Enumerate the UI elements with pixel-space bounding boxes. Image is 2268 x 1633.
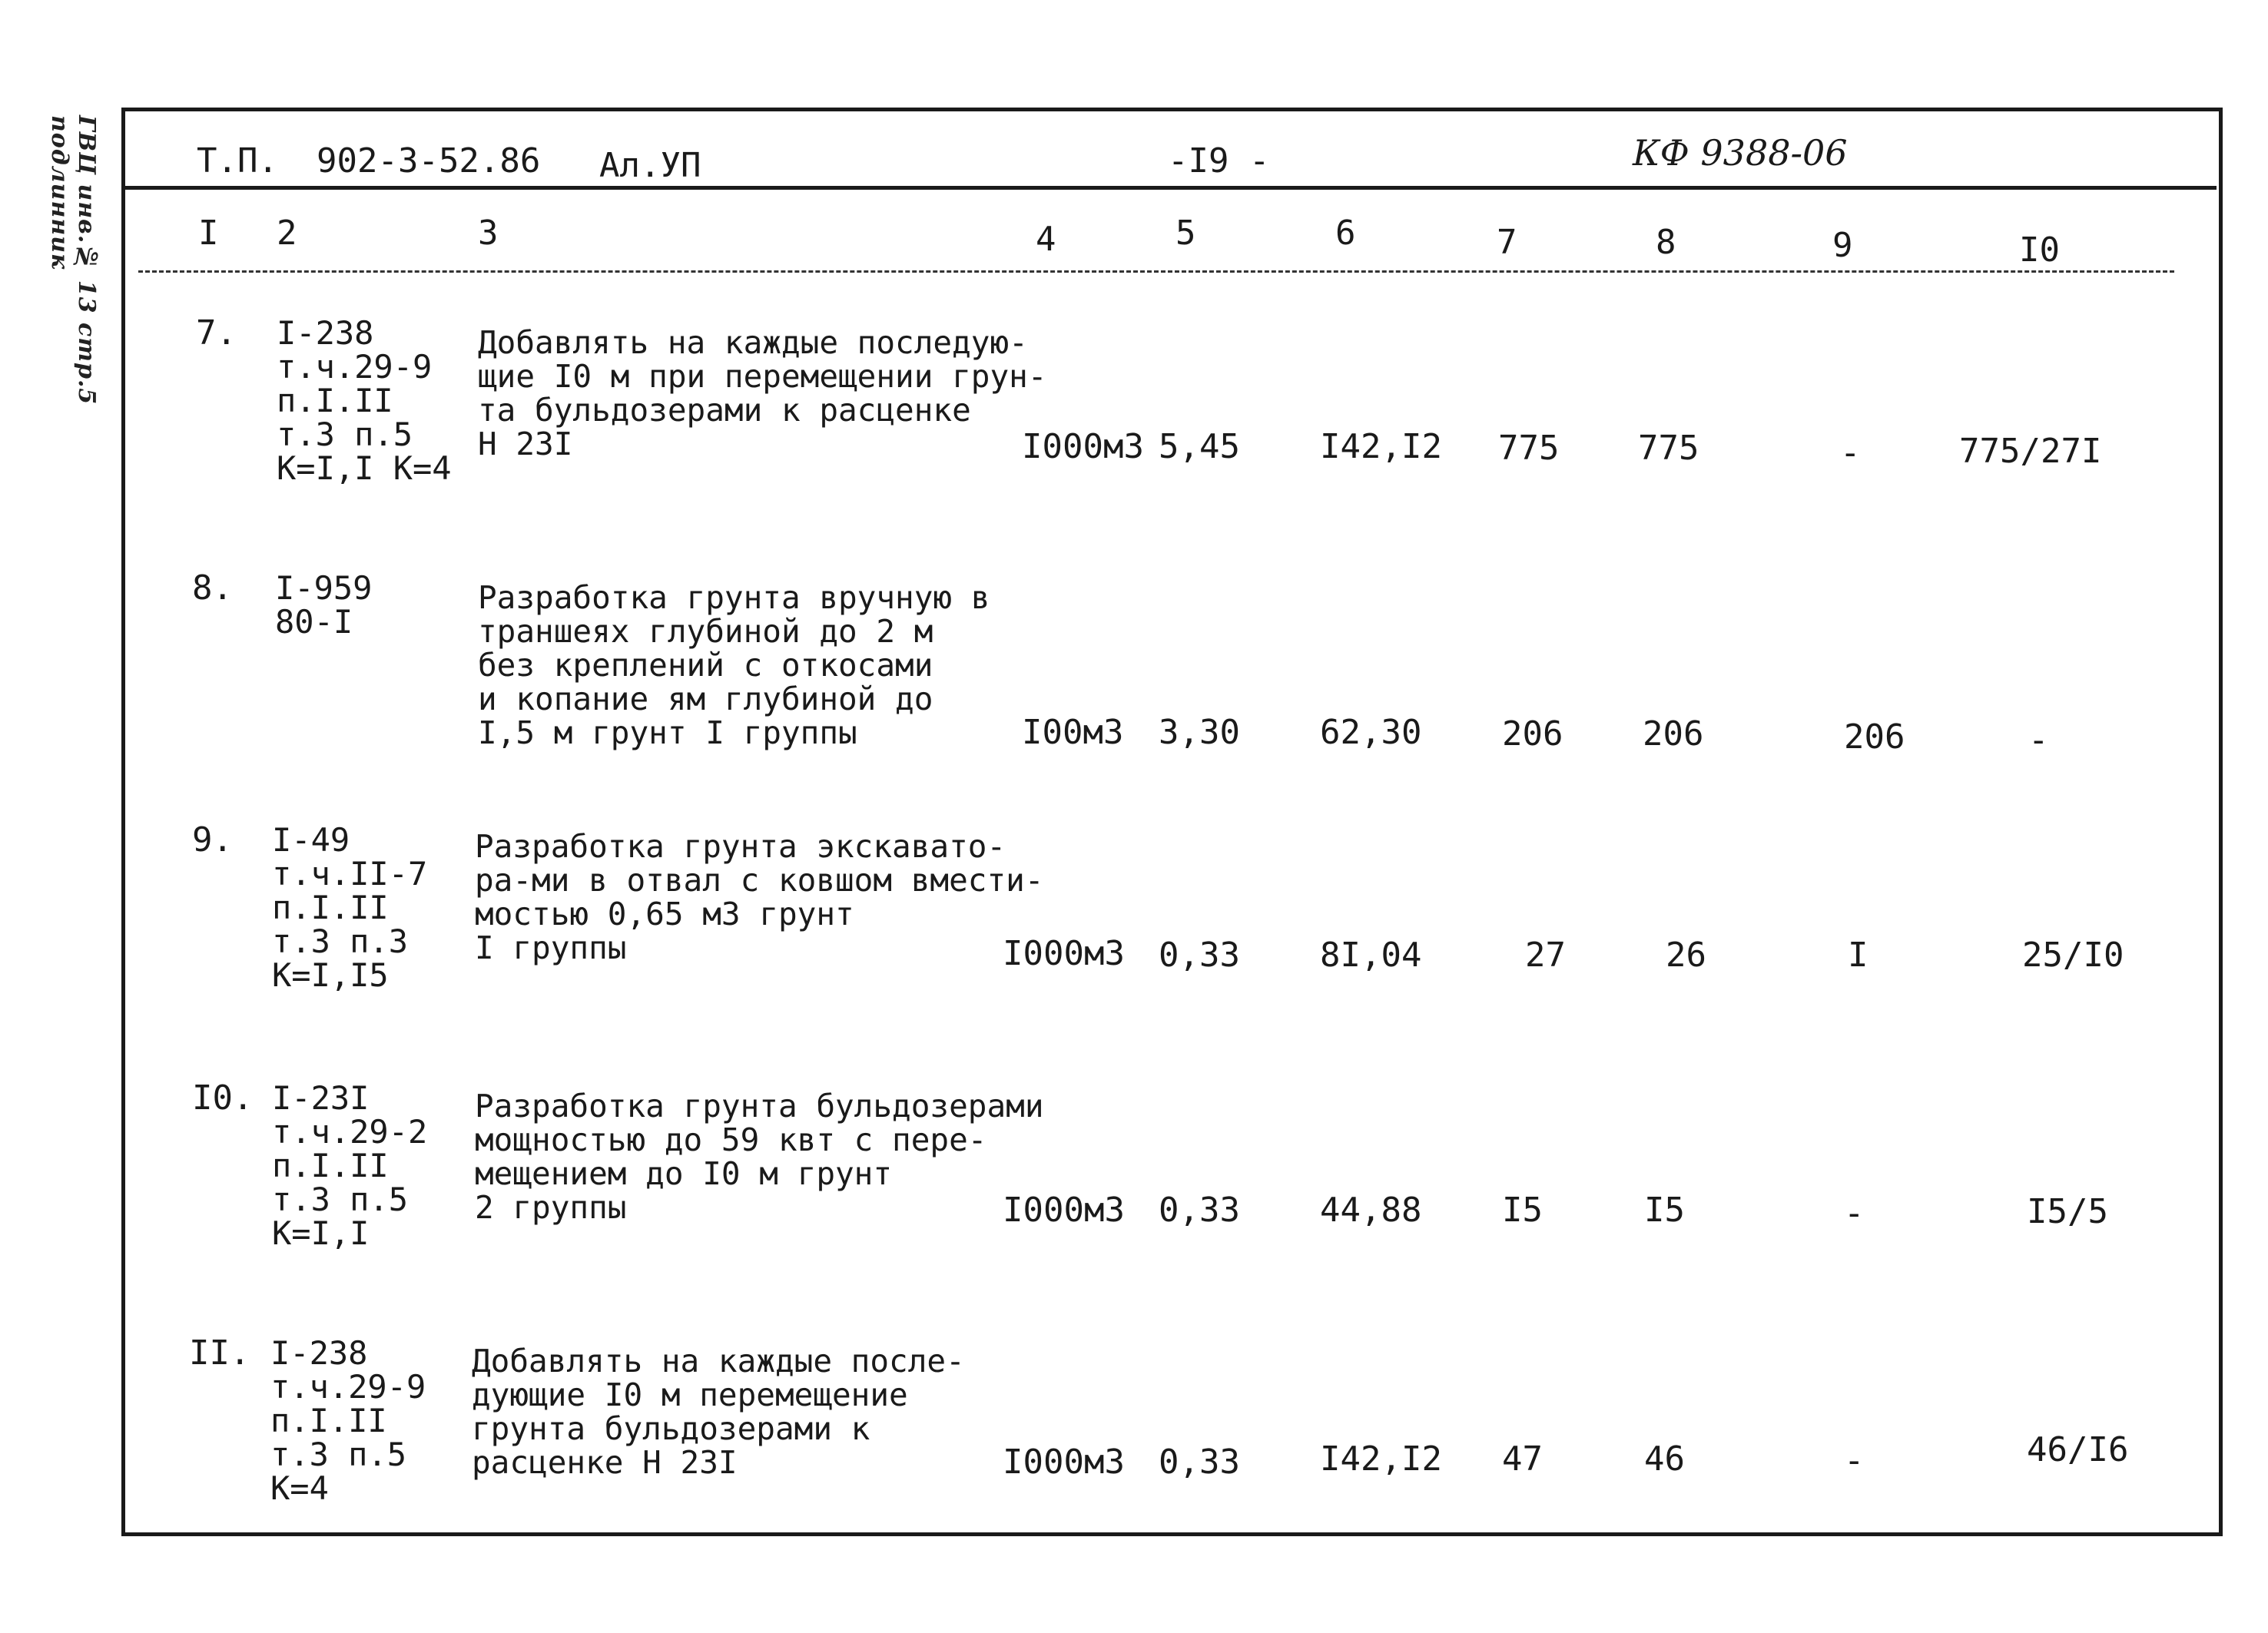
row-quantity: 0,33 [1159, 936, 1240, 975]
row-col10: I5/5 [2027, 1192, 2108, 1231]
row-number: 7. [196, 313, 237, 353]
row-col9: I [1848, 936, 1868, 975]
page-number: -I9 - [1168, 141, 1270, 181]
row-col8: I5 [1644, 1191, 1685, 1230]
row-col8: 206 [1643, 714, 1704, 754]
row-description: Разработка грунта экскавато- ра-ми в отвал с ковшом вмести- мостью 0,65 м3 грунт I группы [475, 828, 1044, 966]
row-basis: I-238 т.ч.29-9 п.I.II т.3 п.5 К=I,I К=4 [277, 314, 452, 487]
column-number: I [198, 214, 219, 253]
column-number: I0 [2019, 230, 2060, 270]
row-unit: I000м3 [1003, 934, 1125, 973]
row-col9: - [1840, 433, 1861, 472]
row-basis: I-959 80-I [275, 569, 373, 641]
row-col8: 775 [1638, 429, 1699, 468]
row-col10: 775/27I [1959, 432, 2102, 471]
row-col8: 46 [1644, 1439, 1685, 1479]
row-number: 9. [192, 820, 233, 860]
column-number: 7 [1497, 223, 1517, 262]
row-col7: 27 [1525, 936, 1566, 975]
row-unit: I000м3 [1003, 1443, 1125, 1482]
row-number: I0. [192, 1078, 254, 1118]
row-number: 8. [192, 568, 233, 608]
row-quantity: 0,33 [1159, 1443, 1240, 1482]
row-col7: 47 [1502, 1439, 1543, 1479]
row-unit-cost: 8I,04 [1320, 936, 1422, 975]
row-col7: 206 [1502, 714, 1563, 754]
row-unit: I000м3 [1003, 1191, 1125, 1230]
row-unit: I00м3 [1022, 713, 1124, 752]
project-prefix: Т.П. [197, 141, 278, 181]
row-col10: 25/I0 [2022, 936, 2124, 975]
row-col9: - [1844, 1441, 1865, 1480]
row-description: Разработка грунта бульдозерами мощностью до 59 квт с пере- мещением до I0 м грунт 2 группы [475, 1088, 1044, 1226]
row-basis: I-49 т.ч.II-7 п.I.II т.3 п.3 К=I,I5 [272, 821, 428, 994]
row-unit-cost: 62,30 [1320, 713, 1422, 752]
column-number: 2 [277, 214, 297, 253]
row-unit-cost: I42,I2 [1320, 427, 1442, 466]
column-number: 9 [1832, 226, 1853, 265]
column-number: 6 [1335, 214, 1356, 253]
row-number: II. [189, 1333, 250, 1373]
column-number: 5 [1175, 214, 1196, 253]
column-number: 4 [1036, 220, 1056, 259]
row-col9: 206 [1844, 717, 1905, 757]
row-col7: I5 [1502, 1191, 1543, 1230]
row-quantity: 0,33 [1159, 1191, 1240, 1230]
column-number: 8 [1656, 223, 1676, 262]
row-col10: - [2028, 720, 2049, 760]
row-description: Добавлять на каждые после- дующие I0 м перемещение грунта бульдозерами к расценке Н 23I [472, 1343, 965, 1481]
row-quantity: 5,45 [1159, 427, 1240, 466]
row-quantity: 3,30 [1159, 713, 1240, 752]
project-number: 902-3-52.86 [317, 141, 541, 181]
row-basis: I-238 т.ч.29-9 п.I.II т.3 п.5 К=4 [270, 1334, 426, 1507]
row-unit: I000м3 [1022, 427, 1144, 466]
column-number-rule [138, 270, 2174, 273]
header-divider [123, 186, 2217, 190]
archive-stamp: ГВЦ инв.№ 13 стр.5 подлинник [46, 115, 100, 406]
document-code: КФ 9388-06 [1633, 132, 1848, 174]
row-col7: 775 [1498, 429, 1560, 468]
album-label: Ал.УП [599, 146, 701, 185]
row-unit-cost: 44,88 [1320, 1191, 1422, 1230]
row-unit-cost: I42,I2 [1320, 1439, 1442, 1479]
row-col10: 46/I6 [2027, 1430, 2129, 1469]
row-description: Добавлять на каждые последую- щие I0 м при перемещении грун- та бульдозерами к расценке Н 23I [478, 324, 1047, 462]
row-col8: 26 [1666, 936, 1706, 975]
row-description: Разработка грунта вручную в траншеях глубиной до 2 м без креплений с откосами и копание ям глубиной до I,5 м грунт I группы [478, 579, 990, 751]
column-number: 3 [478, 214, 499, 253]
row-basis: I-23I т.ч.29-2 п.I.II т.3 п.5 К=I,I [272, 1079, 428, 1252]
row-col9: - [1844, 1194, 1865, 1233]
